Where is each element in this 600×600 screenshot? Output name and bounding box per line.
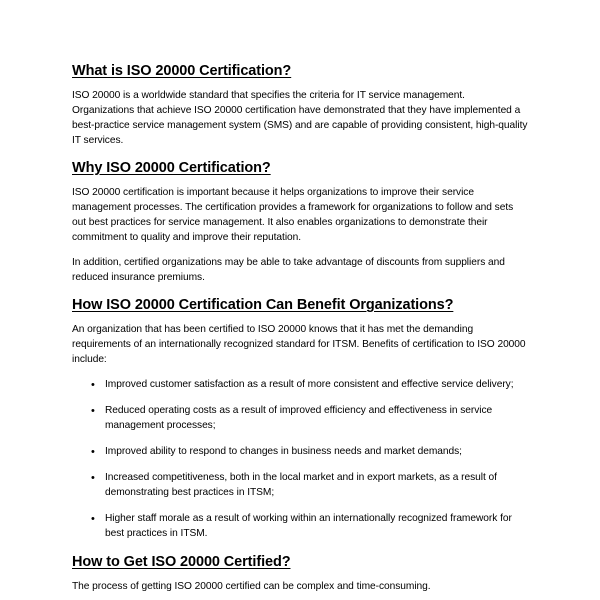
section-paragraph: In addition, certified organizations may be able to take advantage of discounts from suppliers and reduced insurance premiums. [72,257,505,284]
document-section-what-is [72,62,528,149]
section-heading: How to Get ISO 20000 Certified? [72,554,291,571]
list-item: • Increased competitiveness, both in the local market and in export markets, as a result of demonstrating best practices in ITSM; [72,471,528,501]
section-paragraph: ISO 20000 certification is important because it helps organizations to improve their service management processes. The certification provides a framework for organizations to follow and sets out best practices for service management. It also enables organizations to demonstrate their commitment to quality and improve their reputation. [72,187,514,244]
document-section-how-to-get [72,553,528,593]
list-item: • Higher staff morale as a result of working within an internationally recognized framework for best practices in ITSM. [72,512,528,542]
benefits-list [72,378,528,542]
section-paragraph: ISO 20000 is a worldwide standard that specifies the criteria for IT service management. Organizations that achieve ISO 20000 certification have demonstrated that they have implemented a best-practice service management system (SMS) and are capable of providing consistent, high-quality IT services. [72,90,528,147]
list-item: • Improved customer satisfaction as a result of more consistent and effective service delivery; [72,378,528,393]
list-item: • Improved ability to respond to changes in business needs and market demands; [72,445,528,460]
section-heading: What is ISO 20000 Certification? [72,63,292,79]
document-section-benefits [72,296,528,542]
list-item: • Reduced operating costs as a result of improved efficiency and effectiveness in service management processes; [72,404,528,434]
section-paragraph: The process of getting ISO 20000 certified can be complex and time-consuming. [72,581,431,593]
section-heading: Why ISO 20000 Certification? [72,160,271,177]
document-section-why [72,159,528,286]
section-paragraph: An organization that has been certified to ISO 20000 knows that it has met the demanding requirements of an internationally recognized standard for ITSM. Benefits of certification to ISO 20000 include: [72,324,526,366]
section-heading: How ISO 20000 Certification Can Benefit Organizations? [72,297,454,314]
